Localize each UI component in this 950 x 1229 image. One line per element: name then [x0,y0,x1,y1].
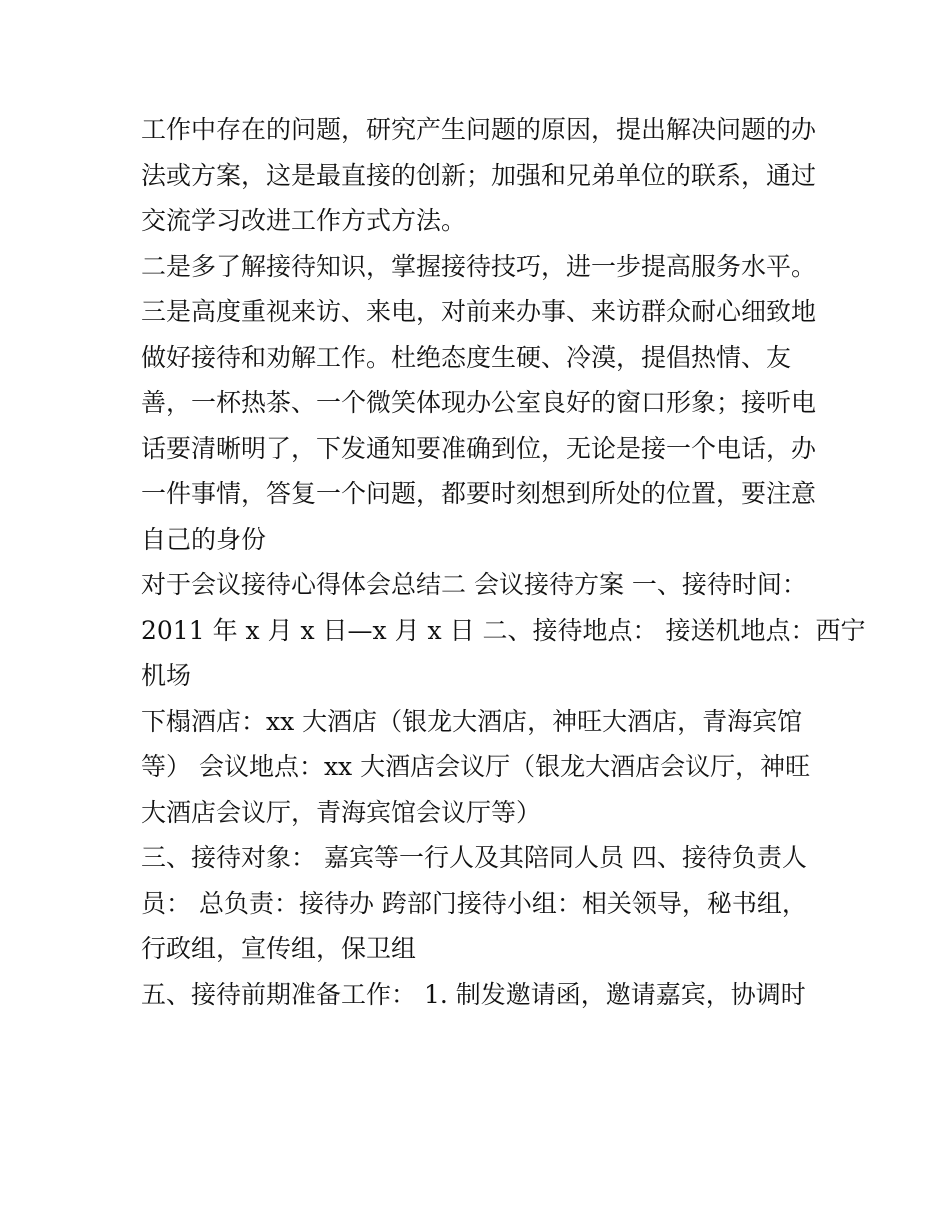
text-line: 一件事情，答复一个问题，都要时刻想到所处的位置，要注意 [141,479,817,508]
text-line: 工作中存在的问题，研究产生问题的原因，提出解决问题的办 [141,115,817,144]
text-line: 交流学习改进工作方式方法。 [141,206,467,235]
text-line: 下榻酒店：xx 大酒店（银龙大酒店，神旺大酒店，青海宾馆 [141,706,803,736]
text-line: 话要清晰明了，下发通知要准确到位，无论是接一个电话，办 [141,433,817,463]
text-line: 三、接待对象： 嘉宾等一行人及其陪同人员 四、接待负责人 [141,843,807,872]
text-line: 员： 总负责：接待办 跨部门接待小组：相关领导，秘书组， [141,888,807,918]
text-line: 大酒店会议厅，青海宾馆会议厅等） [141,797,542,827]
document-body [141,107,866,1017]
text-line: 三是高度重视来访、来电，对前来办事、来访群众耐心细致地 [141,297,817,326]
text-line: 做好接待和劝解工作。杜绝态度生硬、冷漠，提倡热情、友 [141,342,792,372]
text-line: 等） 会议地点：xx 大酒店会议厅（银龙大酒店会议厅，神旺 [141,752,811,781]
text-line: 2011 年 x 月 x 日—x 月 x 日 二、接待地点： 接送机地点：西宁 [141,615,866,645]
text-line: 机场 [141,661,192,690]
text-line: 二是多了解接待知识，掌握接待技巧，进一步提高服务水平。 [141,251,817,281]
text-line: 法或方案，这是最直接的创新；加强和兄弟单位的联系，通过 [141,160,817,190]
text-line: 五、接待前期准备工作： 1. 制发邀请函，邀请嘉宾，协调时 [141,979,806,1009]
text-line: 善，一杯热茶、一个微笑体现办公室良好的窗口形象；接听电 [141,388,817,417]
text-line: 行政组，宣传组，保卫组 [141,934,417,963]
text-line: 自己的身份 [141,524,267,554]
text-line: 对于会议接待心得体会总结二 会议接待方案 一、接待时间： [141,570,807,599]
